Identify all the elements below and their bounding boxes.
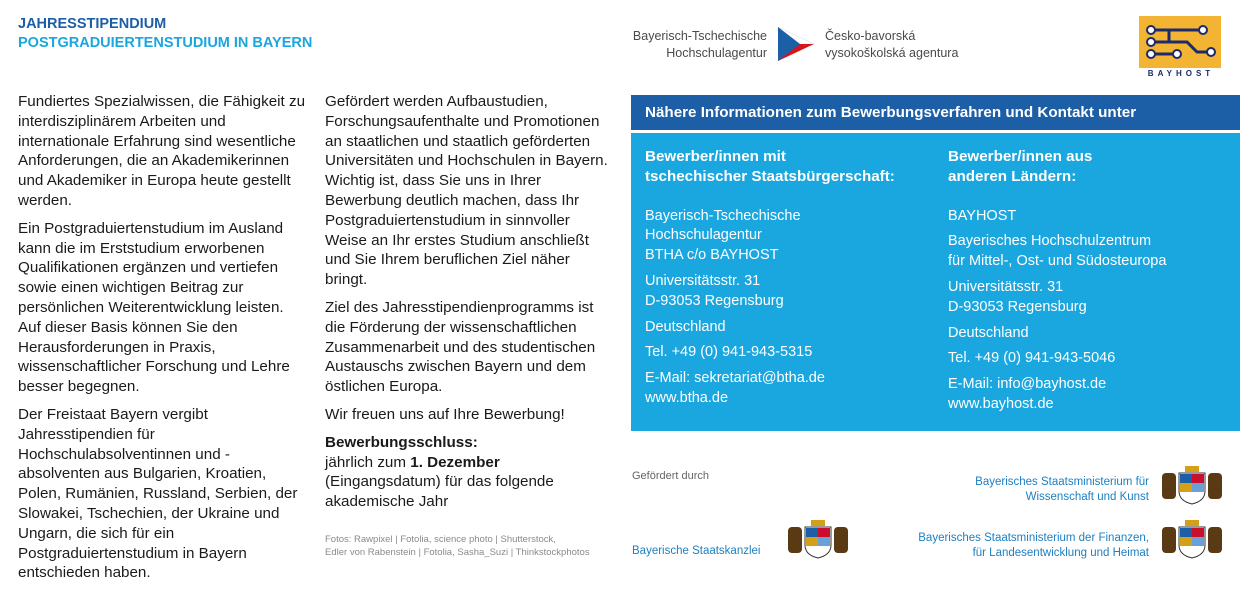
contact-organization (645, 207, 935, 266)
agency-de-line: Hochschulagentur (666, 46, 767, 60)
ministry-line: Bayerisches Staatsministerium für (975, 476, 1149, 488)
agency-cz-line: Česko-bavorská (825, 29, 916, 43)
address-street: Universitätsstr. 31 (645, 272, 761, 289)
contact-web-link[interactable]: www.bayhost.de (948, 395, 1054, 412)
org-line: für Mittel-, Ost- und Südosteuropa (948, 253, 1167, 270)
contact-title-line: anderen Ländern: (948, 167, 1077, 185)
ministry-science-name (900, 475, 1149, 505)
org-line: Bayerisches Hochschulzentrum (948, 233, 1152, 250)
contact-title-line: Bewerber/innen mit (645, 148, 786, 165)
agency-cz-line: vysokoškolská agentura (825, 46, 959, 60)
agency-de-line: Bayerisch-Tschechische (632, 29, 767, 43)
credits-line: Fotos: Rawpixel | Fotolia, science photo | Shutterstock, (325, 534, 556, 545)
contact-email-link[interactable]: E-Mail: info@bayhost.de (948, 376, 1107, 393)
deadline-label: Bewerbungsschluss: (325, 433, 478, 451)
deadline-post: (Eingangsdatum) für das folgende akademische Jahr (325, 473, 554, 511)
bayhost-logo-graphic (1139, 16, 1221, 68)
contact-title (645, 147, 935, 187)
bavarian-coat-of-arms-icon (1161, 465, 1223, 505)
contact-title-line: Bewerber/innen aus (948, 148, 1093, 165)
credits-line: Edler von Rabenstein | Fotolia, Sasha_Suzi | Thinkstockphotos (325, 547, 590, 558)
contact-organization (948, 232, 1238, 272)
page-heading (18, 15, 312, 53)
text-column-2 (325, 92, 610, 512)
address-city: D-93053 Regensburg (645, 292, 784, 309)
paragraph: Fundiertes Spezialwissen, die Fähigkeit zu interdisziplinärem Arbeiten und internationale Erfahrung sind wesentliche Anforderungen, die an Akademikerinnen und Akademiker in Europa heute gestellt werden. (18, 93, 306, 209)
contact-title (948, 147, 1238, 187)
contact-address (948, 278, 1238, 318)
contact-address (645, 272, 935, 312)
paragraph: Wir freuen uns auf Ihre Bewerbung! (325, 405, 565, 423)
text-column-1 (18, 92, 308, 591)
agency-name-german (600, 28, 767, 62)
contact-phone: Tel. +49 (0) 941-943-5046 (948, 350, 1116, 367)
paragraph: Ziel des Jahresstipendienprogramms ist die Förderung der wissenschaftlichen Zusammenarbeit und des studentischen Austauschs zwischen Bayern und dem östlichen Europa. (325, 298, 596, 396)
photo-credits (325, 533, 615, 559)
info-bar-heading: Nähere Informationen zum Bewerbungsverfahren und Kontakt unter (631, 95, 1240, 130)
ministry-finance-name (870, 531, 1149, 561)
contact-other-applicants (948, 147, 1238, 415)
deadline-date: 1. Dezember (410, 453, 500, 471)
address-country: Deutschland (645, 318, 726, 335)
address-street: Universitätsstr. 31 (948, 278, 1064, 295)
bayhost-logo (1139, 16, 1223, 76)
org-line: Hochschulagentur (645, 227, 762, 244)
org-line: BTHA c/o BAYHOST (645, 247, 779, 264)
bavarian-coat-of-arms-icon (1161, 519, 1223, 559)
contact-czech-applicants (645, 147, 935, 409)
paragraph: Gefördert werden Aufbaustudien, Forschungsaufenthalte und Promotionen an staatlichen und staatlich geförderten Universitäten und Hochschulen in Bayern. Wichtig ist, dass Sie uns in Ihrer Bewerbung deutlich machen, dass Ihr Postgraduiertenstudium in sinnvoller Weise an Ihr erstes Studium anschließt und Sie Ihrem beruflichen Ziel näher bringt. (325, 93, 608, 289)
staatskanzlei-name: Bayerische Staatskanzlei (632, 545, 761, 557)
contact-phone: Tel. +49 (0) 941-943-5315 (645, 344, 813, 361)
paragraph: Ein Postgraduiertenstudium im Ausland kann die im Erststudium erworbenen Qualifikationen ergänzen und vertiefen sowie einen wichtigen Beitrag zur persönlichen Weiterentwicklung leisten. Auf dieser Basis können Sie den Herausforderungen in Praxis, wissenschaftlicher Forschung und Lehre besser begegnen. (18, 219, 290, 396)
deadline-block (325, 433, 610, 512)
heading-line-2: POSTGRADUIERTENSTUDIUM IN BAYERN (18, 35, 313, 51)
contact-panel (631, 133, 1240, 431)
bavarian-coat-of-arms-icon (787, 519, 849, 559)
funded-by-label: Gefördert durch (632, 470, 710, 482)
address-country: Deutschland (948, 324, 1029, 341)
contact-web-link[interactable]: www.btha.de (645, 389, 729, 406)
address-city: D-93053 Regensburg (948, 298, 1087, 315)
circuit-icon (1139, 16, 1221, 68)
paragraph: Der Freistaat Bayern vergibt Jahresstipendien für Hochschulabsolventinnen und -absolventen aus Bulgarien, Kroatien, Polen, Rumänien, Russland, Serbien, der Slowakei, Tschechien, der Ukraine und Ungarn, die sich für ein Postgraduiertenstudium in Bayern entschieden haben. (18, 405, 298, 582)
org-line: BAYHOST (948, 207, 1017, 224)
ministry-line: für Landesentwicklung und Heimat (972, 547, 1149, 559)
org-line: Bayerisch-Tschechische (645, 207, 801, 224)
czech-flag-icon (778, 27, 814, 61)
agency-name-czech (825, 28, 1025, 62)
ministry-line: Wissenschaft und Kunst (1025, 491, 1149, 503)
bayhost-logo-text: BAYHOST (1147, 69, 1215, 78)
heading-line-1: JAHRESSTIPENDIUM (18, 16, 167, 32)
contact-email-link[interactable]: E-Mail: sekretariat@btha.de (645, 370, 825, 387)
contact-title-line: tschechischer Staatsbürgerschaft: (645, 167, 895, 185)
deadline-pre: jährlich zum (325, 453, 411, 471)
ministry-line: Bayerisches Staatsministerium der Finanzen, (918, 532, 1149, 544)
